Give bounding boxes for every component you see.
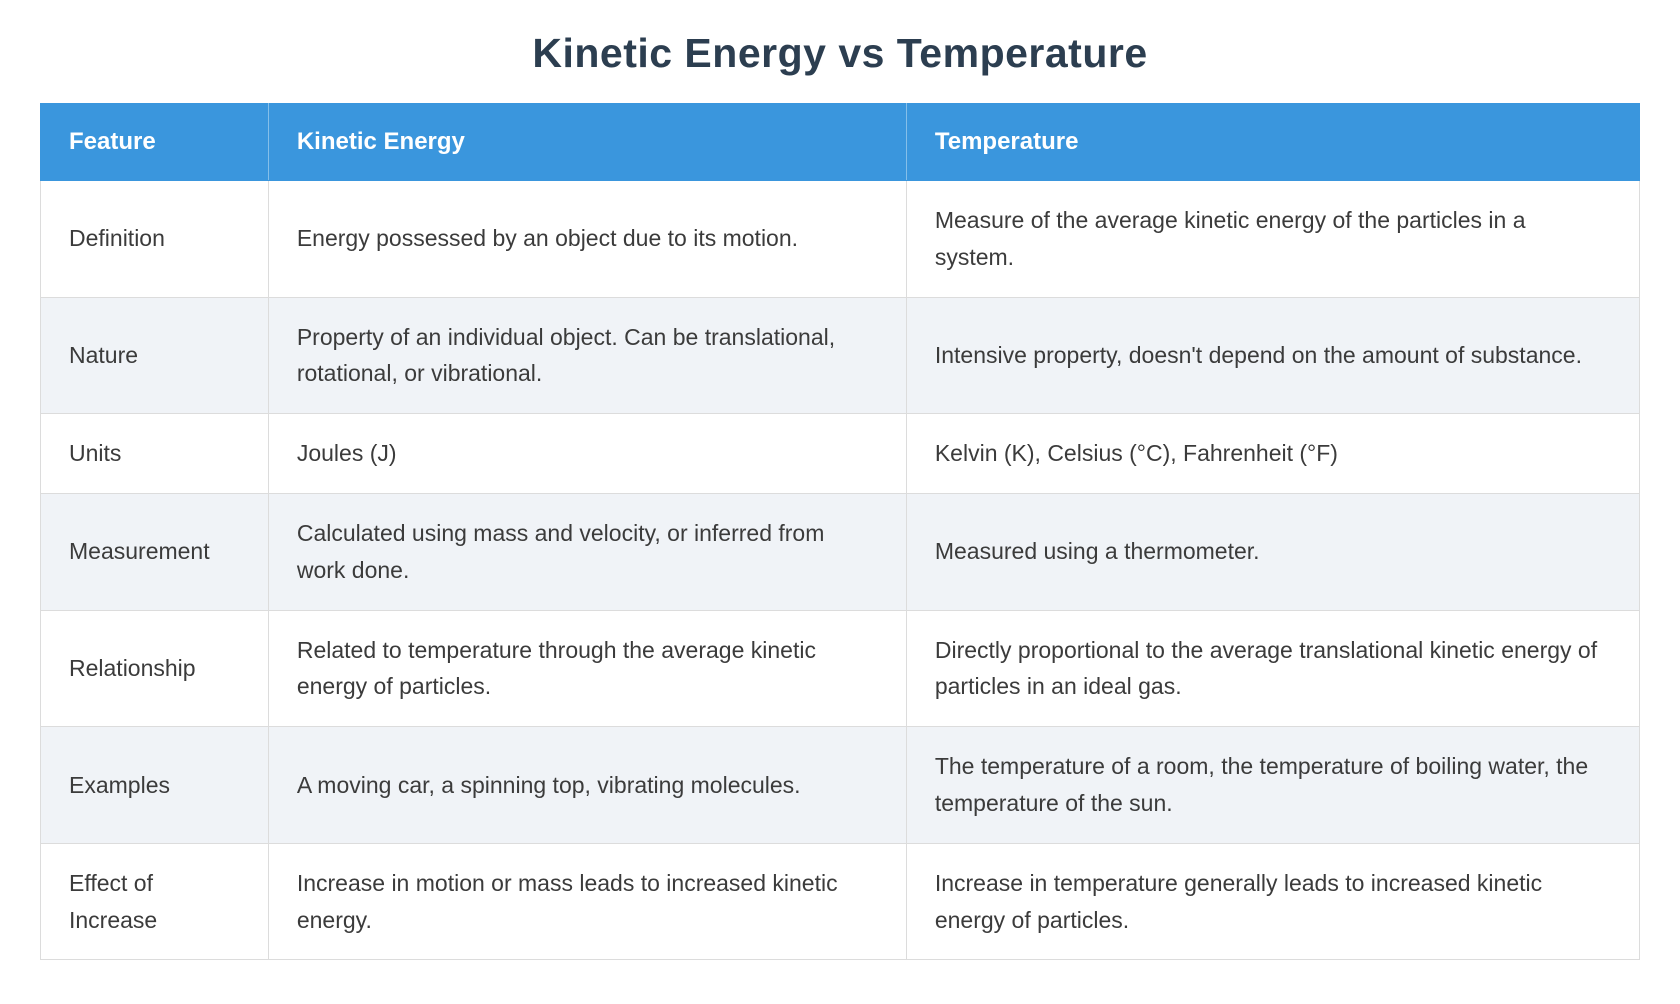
table-header xyxy=(41,104,1640,181)
table-body xyxy=(41,181,1640,960)
kinetic-energy-cell: Joules (J) xyxy=(268,414,906,494)
column-header-kinetic-energy: Kinetic Energy xyxy=(268,104,906,181)
table-row xyxy=(41,843,1640,960)
temperature-cell: Measured using a thermometer. xyxy=(906,493,1639,610)
table-row xyxy=(41,414,1640,494)
temperature-cell: Intensive property, doesn't depend on the amount of substance. xyxy=(906,297,1639,414)
feature-cell: Nature xyxy=(41,297,269,414)
feature-cell: Examples xyxy=(41,727,269,844)
comparison-table xyxy=(40,103,1640,960)
kinetic-energy-cell: Calculated using mass and velocity, or inferred from work done. xyxy=(268,493,906,610)
kinetic-energy-cell: Related to temperature through the average kinetic energy of particles. xyxy=(268,610,906,727)
table-row xyxy=(41,297,1640,414)
kinetic-energy-cell: Increase in motion or mass leads to increased kinetic energy. xyxy=(268,843,906,960)
header-row xyxy=(41,104,1640,181)
feature-cell: Relationship xyxy=(41,610,269,727)
table-row xyxy=(41,727,1640,844)
feature-cell: Effect of Increase xyxy=(41,843,269,960)
table-row xyxy=(41,610,1640,727)
kinetic-energy-cell: Property of an individual object. Can be translational, rotational, or vibrational. xyxy=(268,297,906,414)
column-header-feature: Feature xyxy=(41,104,269,181)
kinetic-energy-cell: Energy possessed by an object due to its motion. xyxy=(268,181,906,298)
feature-cell: Definition xyxy=(41,181,269,298)
temperature-cell: The temperature of a room, the temperature of boiling water, the temperature of the sun. xyxy=(906,727,1639,844)
table-row xyxy=(41,493,1640,610)
temperature-cell: Measure of the average kinetic energy of the particles in a system. xyxy=(906,181,1639,298)
temperature-cell: Kelvin (K), Celsius (°C), Fahrenheit (°F) xyxy=(906,414,1639,494)
temperature-cell: Directly proportional to the average translational kinetic energy of particles in an ideal gas. xyxy=(906,610,1639,727)
feature-cell: Units xyxy=(41,414,269,494)
feature-cell: Measurement xyxy=(41,493,269,610)
column-header-temperature: Temperature xyxy=(906,104,1639,181)
table-row xyxy=(41,181,1640,298)
kinetic-energy-cell: A moving car, a spinning top, vibrating molecules. xyxy=(268,727,906,844)
temperature-cell: Increase in temperature generally leads to increased kinetic energy of particles. xyxy=(906,843,1639,960)
page-title: Kinetic Energy vs Temperature xyxy=(532,30,1148,76)
